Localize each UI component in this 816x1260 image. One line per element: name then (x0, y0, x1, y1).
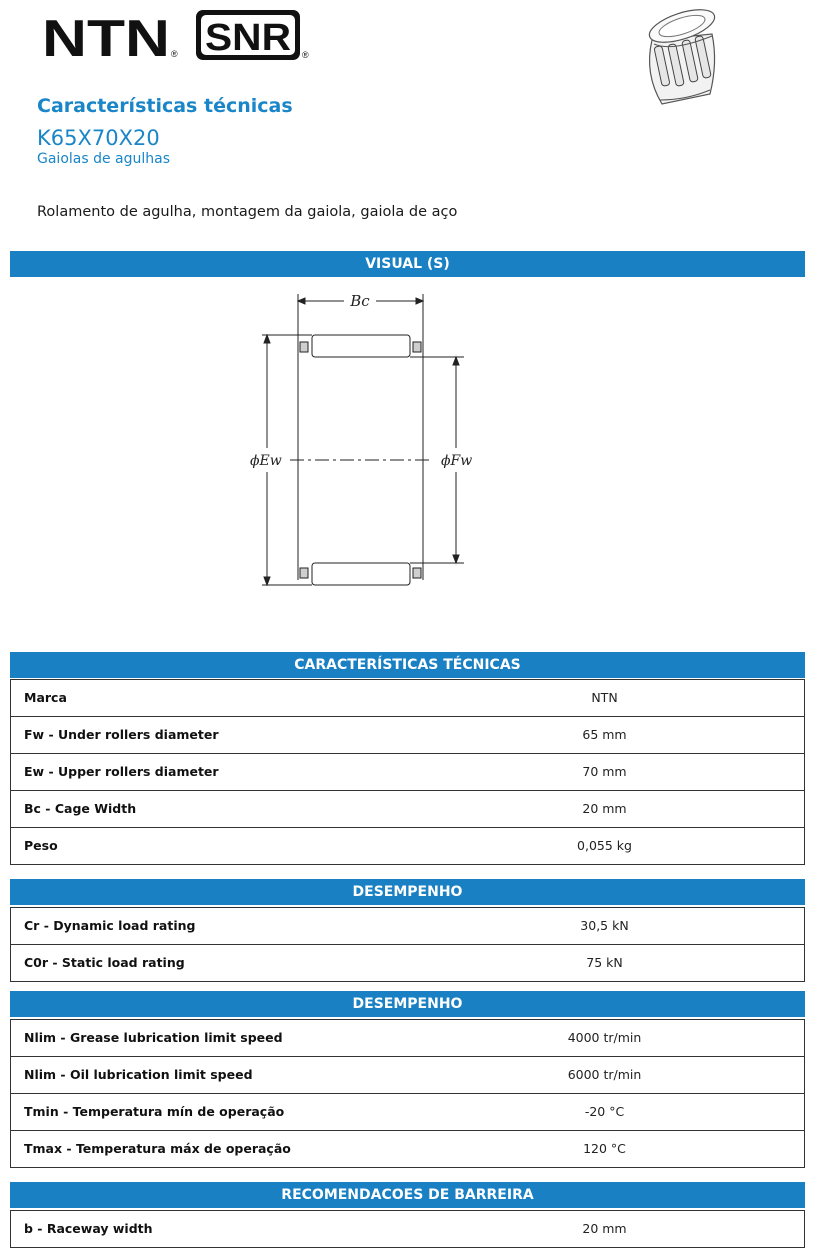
visual-section-header: VISUAL (S) (10, 251, 805, 277)
table-row (11, 753, 804, 790)
svg-text:NTN: NTN (42, 10, 170, 62)
svg-text:®: ® (302, 50, 309, 60)
product-description: Rolamento de agulha, montagem da gaiola, gaiola de aço (37, 204, 458, 220)
row-value: 75 kN (586, 955, 623, 970)
row-value: 65 mm (582, 727, 627, 742)
table-barreira (10, 1210, 805, 1248)
svg-text:SNR: SNR (205, 17, 291, 59)
row-value: -20 °C (584, 1104, 625, 1119)
table-desempenho-load (10, 907, 805, 982)
table-row (11, 680, 804, 716)
dimension-fw-label: ϕFw (441, 453, 473, 469)
row-label: Cr - Dynamic load rating (24, 918, 196, 933)
row-value: 120 °C (583, 1141, 626, 1156)
brand-logos (42, 6, 332, 62)
table-row (11, 827, 804, 864)
dimension-ew-label: ϕEw (250, 453, 282, 469)
section-header-barreira: RECOMENDACOES DE BARREIRA (10, 1182, 805, 1208)
page-title: Características técnicas (37, 95, 293, 117)
technical-drawing (236, 286, 496, 596)
svg-text:®: ® (171, 49, 178, 59)
row-label: Nlim - Oil lubrication limit speed (24, 1067, 253, 1082)
row-value: 6000 tr/min (567, 1067, 642, 1082)
product-family: Gaiolas de agulhas (37, 151, 171, 167)
table-desempenho-speed (10, 1019, 805, 1168)
table-row (11, 1211, 804, 1247)
table-row (11, 716, 804, 753)
row-label: Nlim - Grease lubrication limit speed (24, 1030, 283, 1045)
row-label: Bc - Cage Width (24, 801, 137, 816)
table-row (11, 944, 804, 981)
table-row (11, 1130, 804, 1167)
product-image (632, 4, 728, 116)
product-reference: K65X70X20 (37, 126, 160, 150)
row-value: 20 mm (582, 1221, 627, 1236)
table-row (11, 1093, 804, 1130)
section-header-desempenho-load: DESEMPENHO (10, 879, 805, 905)
row-label: Tmin - Temperatura mín de operação (24, 1104, 285, 1119)
row-label: b - Raceway width (24, 1221, 153, 1236)
section-header-desempenho-speed: DESEMPENHO (10, 991, 805, 1017)
snr-logo (194, 8, 314, 64)
row-value: 4000 tr/min (567, 1030, 642, 1045)
table-row (11, 908, 804, 944)
row-value: 30,5 kN (580, 918, 629, 933)
table-row (11, 790, 804, 827)
row-label: Marca (24, 690, 67, 705)
row-label: Fw - Under rollers diameter (24, 727, 219, 742)
table-row (11, 1056, 804, 1093)
row-label: Peso (24, 838, 58, 853)
row-value: NTN (591, 690, 618, 705)
ntn-logo (42, 10, 182, 62)
table-caracteristicas (10, 679, 805, 865)
row-value: 70 mm (582, 764, 627, 779)
row-label: Tmax - Temperatura máx de operação (24, 1141, 291, 1156)
row-label: C0r - Static load rating (24, 955, 185, 970)
table-row (11, 1020, 804, 1056)
row-value: 20 mm (582, 801, 627, 816)
row-value: 0,055 kg (577, 838, 632, 853)
row-label: Ew - Upper rollers diameter (24, 764, 219, 779)
dimension-bc-label: Bc (350, 292, 370, 310)
section-header-caracteristicas: CARACTERÍSTICAS TÉCNICAS (10, 652, 805, 678)
